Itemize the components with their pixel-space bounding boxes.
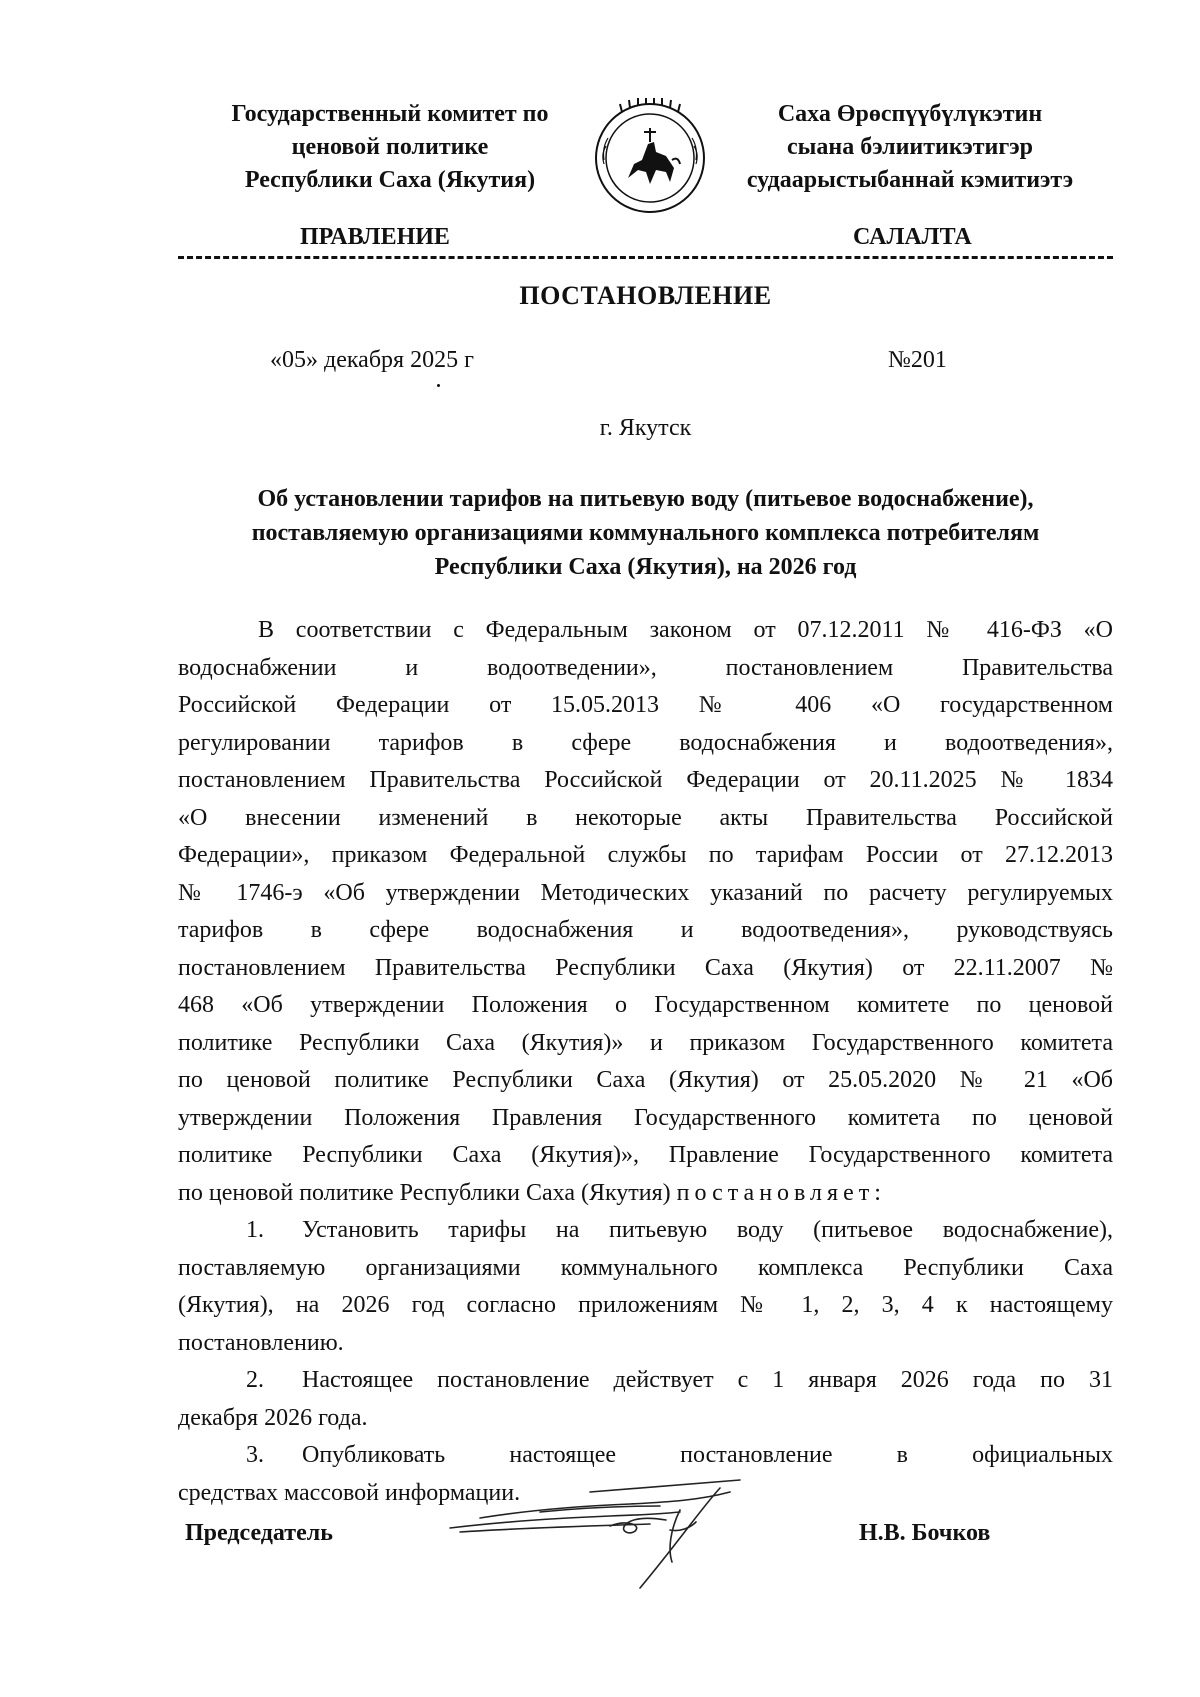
signatory-position: Председатель	[185, 1520, 333, 1546]
decree-word: постановляет:	[676, 1179, 886, 1206]
header-right-line: Саха Өрөспүүбүлүкэтин	[777, 101, 1043, 127]
item-number: 3.	[246, 1442, 264, 1468]
header-divider	[178, 256, 1113, 259]
item-1-first-line	[178, 1212, 1113, 1250]
preamble-line: политике Республики Саха (Якутия)» и приказом Государственного комитета	[178, 1029, 1113, 1056]
item-number: 1.	[246, 1217, 264, 1243]
document-body	[178, 612, 1113, 1512]
preamble-line: регулировании тарифов в сфере водоснабжения и водоотведения»,	[178, 729, 1113, 756]
document-title	[178, 482, 1113, 584]
board-label-right: САЛАЛТА	[853, 224, 972, 250]
header-left-line: ценовой политике	[291, 134, 489, 160]
preamble-line: утверждении Положения Правления Государственного комитета по ценовой	[178, 1104, 1113, 1131]
preamble-line: водоснабжении и водоотведении», постановлением Правительства	[178, 654, 1113, 681]
title-line: поставляемую организациями коммунального комплекса потребителям	[251, 520, 1040, 546]
item-text: Настоящее постановление действует с 1 января 2026 года по 31	[302, 1367, 1113, 1393]
preamble-line: В соответствии с Федеральным законом от 07.12.2011 № 416-ФЗ «О	[258, 617, 1113, 643]
signatory-name: Н.В. Бочков	[859, 1520, 991, 1546]
document-number: №201	[888, 347, 947, 373]
preamble-line: политике Республики Саха (Якутия)», Правление Государственного комитета	[178, 1142, 1113, 1168]
preamble-line: по ценовой политике Республики Саха (Якутия) от 25.05.2020 № 21 «Об	[178, 1067, 1113, 1093]
document-city: г. Якутск	[599, 415, 692, 441]
header-right-line: сыана бэлиитикэтигэр	[786, 134, 1033, 160]
document-date: «05» декабря 2025 г	[270, 347, 474, 373]
header-left-line: Республики Саха (Якутия)	[244, 167, 536, 193]
item-text: Установить тарифы на питьевую воду (питьевое водоснабжение),	[302, 1217, 1113, 1243]
preamble-last-text: по ценовой политике Республики Саха (Якутия)	[178, 1179, 671, 1206]
preamble-line: Федерации», приказом Федеральной службы по тарифам России от 27.12.2013	[178, 842, 1113, 868]
item-3-first-line	[178, 1437, 1113, 1475]
item-3-last-line: средствах массовой информации.	[178, 1479, 521, 1506]
item-1-line: поставляемую организациями коммунального комплекса Республики Саха	[178, 1254, 1113, 1281]
sakha-coat-of-arms-icon	[590, 98, 710, 218]
title-line: Республики Саха (Якутия), на 2026 год	[434, 554, 857, 580]
preamble-line: Российской Федерации от 15.05.2013 № 406 «О государственном	[178, 692, 1113, 718]
preamble-line: № 1746-э «Об утверждении Методических указаний по расчету регулируемых	[178, 879, 1113, 906]
item-1-line: (Якутия), на 2026 год согласно приложениям № 1, 2, 3, 4 к настоящему	[178, 1292, 1113, 1318]
item-number: 2.	[246, 1367, 264, 1393]
handwritten-signature	[440, 1470, 770, 1590]
header-right-line: судаарыстыбаннай кэмитиэтэ	[746, 167, 1074, 193]
item-1-last-line: постановлению.	[178, 1329, 344, 1356]
document-type: ПОСТАНОВЛЕНИЕ	[519, 281, 772, 310]
header-left-line: Государственный комитет по	[231, 101, 549, 127]
preamble-line: тарифов в сфере водоснабжения и водоотведения», руководствуясь	[178, 917, 1113, 943]
board-label-left: ПРАВЛЕНИЕ	[300, 224, 450, 250]
item-text: Опубликовать настоящее постановление в официальных	[302, 1442, 1113, 1468]
preamble-line: постановлением Правительства Республики Саха (Якутия) от 22.11.2007 №	[178, 954, 1113, 981]
preamble-last-line	[178, 1175, 1113, 1213]
stray-dot	[437, 384, 440, 387]
preamble-line: 468 «Об утверждении Положения о Государственном комитете по ценовой	[178, 992, 1113, 1018]
title-line: Об установлении тарифов на питьевую воду (питьевое водоснабжение),	[257, 486, 1034, 512]
item-2-last-line: декабря 2026 года.	[178, 1404, 368, 1431]
preamble-line: постановлением Правительства Российской Федерации от 20.11.2025 № 1834	[178, 767, 1113, 793]
header-left-org-name	[180, 98, 600, 197]
preamble-line: «О внесении изменений в некоторые акты Правительства Российской	[178, 804, 1113, 831]
header-right-org-name	[700, 98, 1120, 197]
item-2-first-line	[178, 1362, 1113, 1400]
